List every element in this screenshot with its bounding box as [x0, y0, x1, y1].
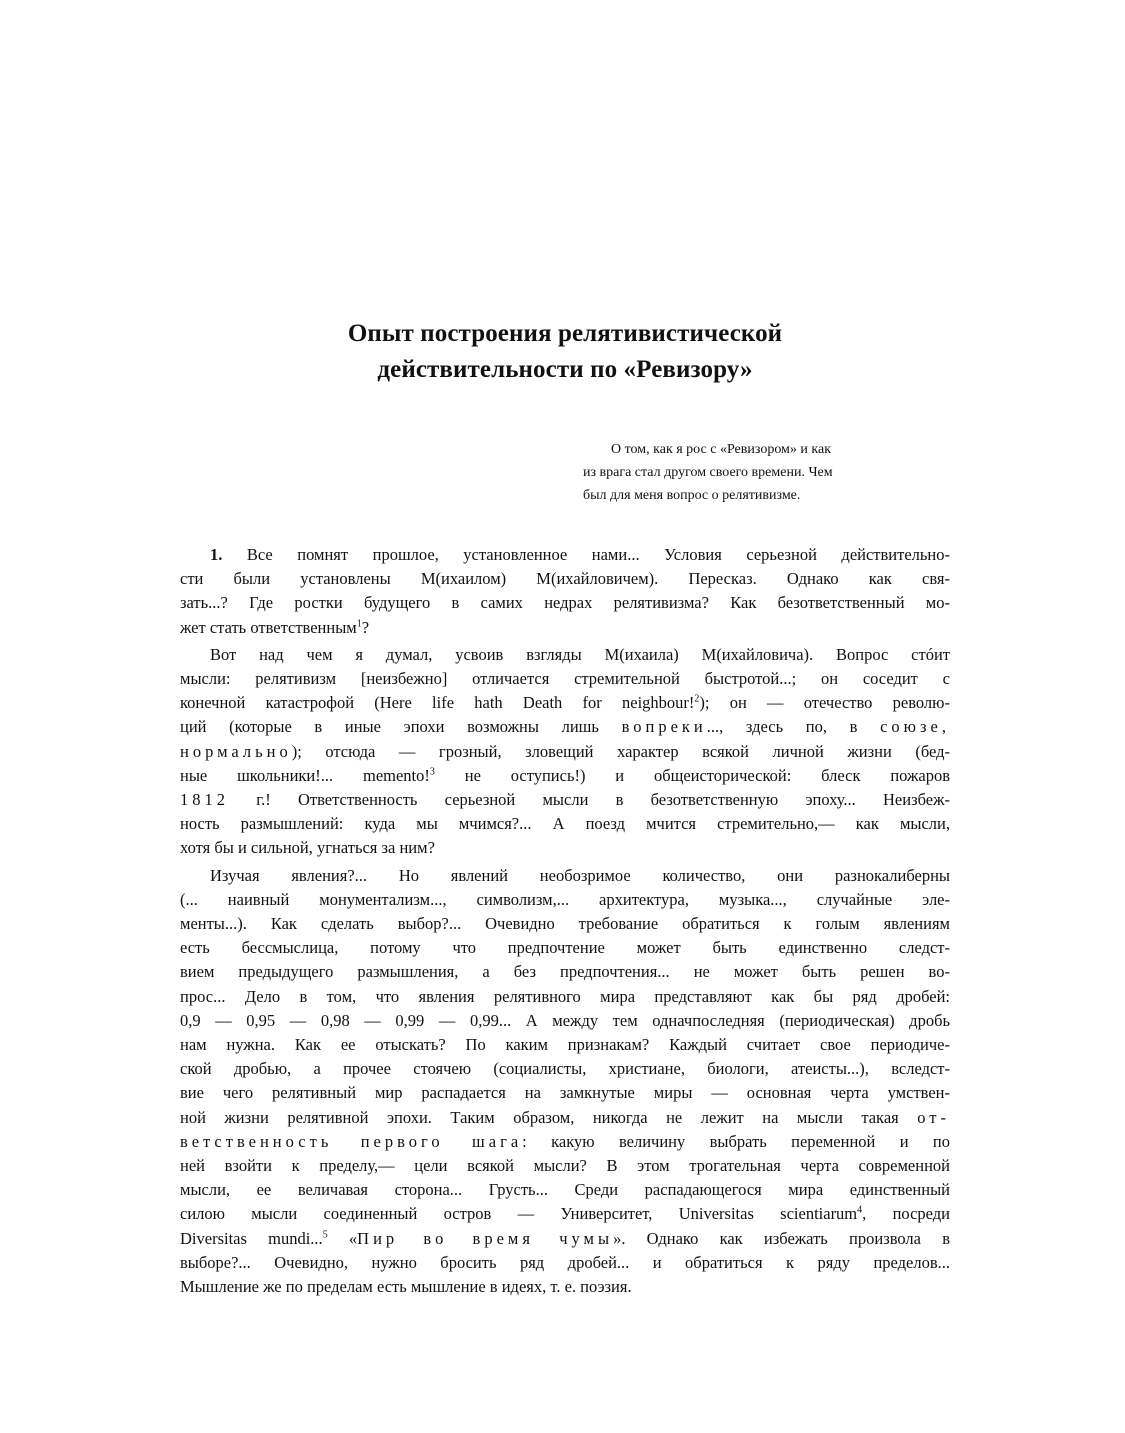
text-span: конечной катастрофой (Here life hath Death for neighbour! [180, 693, 695, 713]
text-line [180, 691, 950, 715]
epigraph-line-2: из врага стал другом своего времени. Чем [583, 465, 833, 480]
footnote-ref[interactable]: 3 [429, 766, 435, 778]
footnote-ref[interactable]: 4 [857, 1204, 863, 1216]
text-span: ..., здесь по, в [706, 717, 881, 737]
spaced-emphasis: ветственность первого шага [180, 1131, 523, 1151]
text-line: прос... Дело в том, что явления релятивного мира представляют как бы ряд дробей: [180, 986, 950, 1006]
text-span: ); отсюда — грозный, зловещий характер всякой личной жизни (бед- [291, 741, 950, 761]
spaced-emphasis: союзе, [880, 717, 950, 737]
text-span: не оступись!) и общеисторической: блеск пожаров [434, 765, 950, 785]
text-line: менты...). Как сделать выбор?... Очевидно требование обратиться к голым явлениям [180, 914, 950, 934]
text-line: мысли: релятивизм [неизбежно] отличается стремительной быстротой...; он соседит с [180, 669, 950, 689]
text-span: ? [361, 617, 370, 637]
text-line: хотя бы и сильной, угнаться за ним? [180, 838, 435, 858]
text-line [180, 740, 950, 764]
text-line: ней взойти к пределу,— цели всякой мысли? В этом трогательная черта современной [180, 1156, 950, 1176]
spaced-emphasis: нормально [180, 741, 292, 761]
text-span: Diversitas mundi... [180, 1228, 323, 1248]
section-number: 1. [210, 545, 223, 564]
text-span: г.! Ответственность серьезной мысли в безответственную эпоху... Неизбеж- [229, 790, 950, 810]
spaced-emphasis: вопреки [621, 717, 707, 737]
text-line: 0,9 — 0,95 — 0,98 — 0,99 — 0,99... А между тем одначпоследняя (периодическая) дробь [180, 1010, 950, 1030]
text-line: нам нужна. Как ее отыскать? По каким признакам? Каждый считает свое периодиче- [180, 1035, 950, 1055]
text-line [180, 1227, 950, 1251]
text-span: « [327, 1228, 358, 1248]
text-line: (... наивный монументализм..., символизм,... архитектура, музыка..., случайные эле- [180, 889, 950, 909]
text-line [180, 715, 950, 739]
text-line: вие чего релятивный мир распадается на замкнутые миры — основная черта умствен- [180, 1083, 950, 1103]
footnote-ref[interactable]: 5 [322, 1229, 328, 1241]
text-line [180, 1202, 950, 1226]
text-span: жет стать ответственным [180, 617, 357, 637]
paragraph-2 [180, 643, 950, 861]
chapter-title-line-2: действительности по «Ревизору» [377, 356, 753, 383]
spaced-emphasis: от- [917, 1107, 950, 1127]
text-line: ность размышлений: куда мы мчимся?... А поезд мчится стремительно,— как мысли, [180, 814, 950, 834]
text-span: ций (которые в иные эпохи возможны лишь [180, 717, 622, 737]
footnote-ref[interactable]: 1 [356, 618, 362, 630]
spaced-emphasis: 1812 [180, 790, 229, 810]
paragraph-1 [180, 543, 950, 640]
text-span: , посреди [862, 1204, 950, 1224]
text-span: ». Однако как избежать произвола в [613, 1228, 950, 1248]
text-span: Все помнят прошлое, установленное нами... Условия серьезной действительно- [222, 545, 950, 564]
epigraph [583, 438, 953, 507]
body-text [180, 543, 950, 1302]
text-line [180, 1106, 950, 1130]
chapter-title [200, 316, 930, 388]
text-line [180, 543, 950, 567]
paragraph-3 [180, 864, 950, 1300]
epigraph-line-3: был для меня вопрос о релятивизме. [583, 488, 801, 503]
text-line: мысли, ее величавая сторона... Грусть... Среди распадающегося мира единственный [180, 1180, 950, 1200]
text-line: зать...? Где ростки будущего в самих недрах релятивизма? Как безответственный мо- [180, 593, 950, 613]
text-line: сти были установлены М(ихаилом) М(ихайловичем). Пересказ. Однако как свя- [180, 569, 950, 589]
text-line: ской дробью, а прочее стоячею (социалисты, христиане, биологи, атеисты...), вследст- [180, 1059, 950, 1079]
text-line [180, 788, 950, 812]
epigraph-line-1: О том, как я рос с «Ревизором» и как [611, 442, 832, 457]
text-line: Мышление же по пределам есть мышление в идеях, т. е. поэзия. [180, 1277, 632, 1297]
text-line: Изучая явления?... Но явлений необозримое количество, они разнокалиберны [210, 865, 950, 885]
footnote-ref[interactable]: 2 [694, 693, 700, 705]
text-line: вием предыдущего размышления, а без предпочтения... не может быть решен во- [180, 962, 950, 982]
text-line [180, 616, 950, 640]
text-line [180, 764, 950, 788]
text-span: ); он — отечество револю- [699, 693, 950, 713]
text-line: выборе?... Очевидно, нужно бросить ряд дробей... и обратиться к ряду пределов... [180, 1252, 950, 1272]
text-span: силою мысли соединенный остров — Университет, Universitas scientiarum [180, 1204, 858, 1224]
text-line [180, 1130, 950, 1154]
text-span: ной жизни релятивной эпохи. Таким образом, никогда не лежит на мысли такая [180, 1107, 918, 1127]
text-line: Вот над чем я думал, усвоив взгляды М(ихаила) М(ихайловича). Вопрос стóит [210, 644, 950, 664]
text-line: есть бессмыслица, потому что предпочтение может быть единственно следст- [180, 938, 950, 958]
text-span: ные школьники!... memento! [180, 765, 430, 785]
chapter-title-line-1: Опыт построения релятивистической [347, 320, 783, 347]
spaced-emphasis: Пир во время чумы [357, 1228, 614, 1248]
text-span: : какую величину выбрать переменной и по [522, 1131, 950, 1151]
